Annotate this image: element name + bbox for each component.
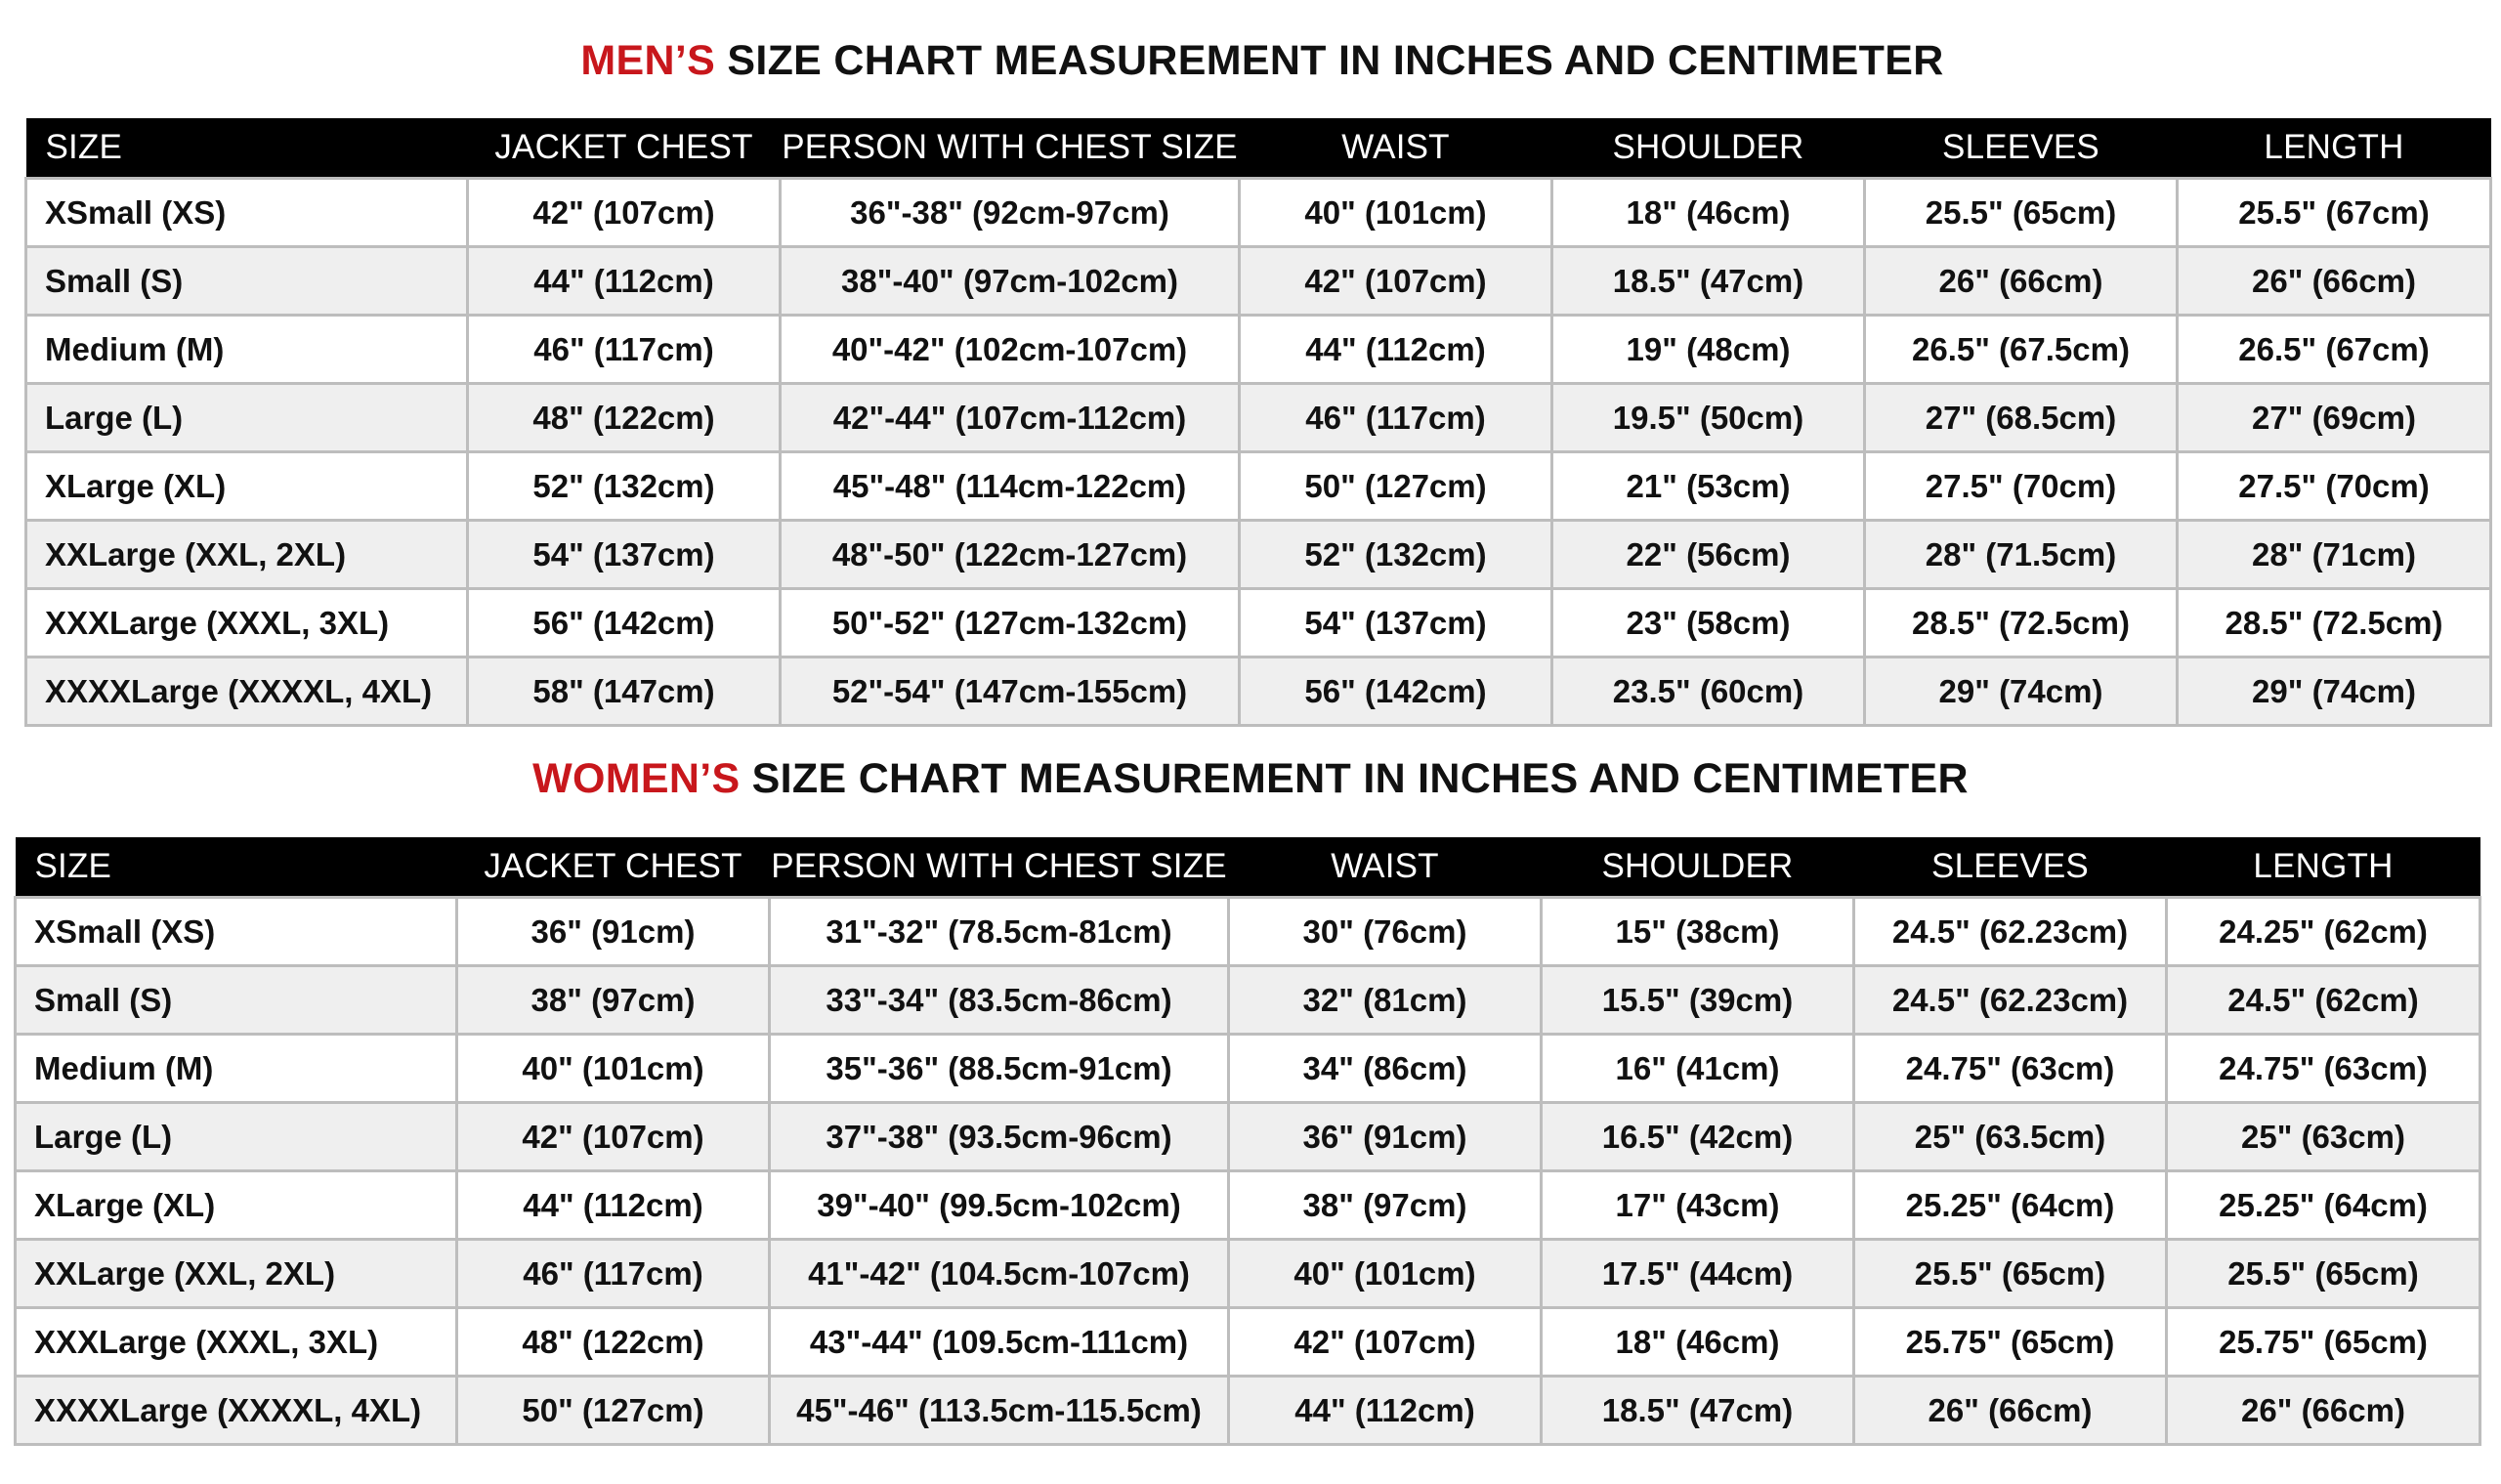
cell-jacket-chest: 44" (112cm) xyxy=(457,1171,770,1240)
cell-jacket-chest: 46" (117cm) xyxy=(457,1240,770,1308)
column-header-sleeves: SLEEVES xyxy=(1854,837,2167,898)
cell-length: 25.5" (67cm) xyxy=(2178,179,2491,247)
cell-sleeves: 25.75" (65cm) xyxy=(1854,1308,2167,1377)
cell-waist: 34" (86cm) xyxy=(1229,1035,1542,1103)
cell-length: 27.5" (70cm) xyxy=(2178,452,2491,521)
cell-shoulder: 22" (56cm) xyxy=(1552,521,1865,589)
cell-size: XXXLarge (XXXL, 3XL) xyxy=(26,589,468,657)
men-size-table xyxy=(24,118,2492,727)
cell-waist: 42" (107cm) xyxy=(1240,247,1552,316)
cell-sleeves: 25.5" (65cm) xyxy=(1854,1240,2167,1308)
cell-shoulder: 19" (48cm) xyxy=(1552,316,1865,384)
cell-person-chest-size: 40"-42" (102cm-107cm) xyxy=(781,316,1240,384)
cell-shoulder: 21" (53cm) xyxy=(1552,452,1865,521)
cell-person-chest-size: 31"-32" (78.5cm-81cm) xyxy=(770,898,1229,966)
women-title-accent: WOMEN’S xyxy=(532,755,741,802)
cell-person-chest-size: 35"-36" (88.5cm-91cm) xyxy=(770,1035,1229,1103)
cell-person-chest-size: 43"-44" (109.5cm-111cm) xyxy=(770,1308,1229,1377)
cell-sleeves: 25.25" (64cm) xyxy=(1854,1171,2167,1240)
table-row xyxy=(16,1240,2480,1308)
column-header-jacket-chest: JACKET CHEST xyxy=(468,118,781,179)
cell-person-chest-size: 41"-42" (104.5cm-107cm) xyxy=(770,1240,1229,1308)
table-row xyxy=(16,1308,2480,1377)
table-row xyxy=(26,452,2491,521)
women-size-chart-title xyxy=(0,755,2501,803)
cell-shoulder: 17.5" (44cm) xyxy=(1542,1240,1854,1308)
cell-person-chest-size: 50"-52" (127cm-132cm) xyxy=(781,589,1240,657)
cell-size: XLarge (XL) xyxy=(26,452,468,521)
cell-size: Large (L) xyxy=(16,1103,457,1171)
cell-shoulder: 15.5" (39cm) xyxy=(1542,966,1854,1035)
table-row xyxy=(26,521,2491,589)
cell-length: 29" (74cm) xyxy=(2178,657,2491,726)
cell-length: 25.25" (64cm) xyxy=(2167,1171,2480,1240)
cell-shoulder: 15" (38cm) xyxy=(1542,898,1854,966)
column-header-waist: WAIST xyxy=(1229,837,1542,898)
cell-waist: 32" (81cm) xyxy=(1229,966,1542,1035)
cell-size: XXXXLarge (XXXXL, 4XL) xyxy=(16,1377,457,1445)
cell-sleeves: 26.5" (67.5cm) xyxy=(1865,316,2178,384)
cell-length: 26.5" (67cm) xyxy=(2178,316,2491,384)
cell-waist: 46" (117cm) xyxy=(1240,384,1552,452)
cell-jacket-chest: 42" (107cm) xyxy=(457,1103,770,1171)
cell-sleeves: 26" (66cm) xyxy=(1854,1377,2167,1445)
cell-waist: 54" (137cm) xyxy=(1240,589,1552,657)
table-row xyxy=(16,1377,2480,1445)
cell-sleeves: 27.5" (70cm) xyxy=(1865,452,2178,521)
cell-length: 26" (66cm) xyxy=(2167,1377,2480,1445)
table-row xyxy=(26,657,2491,726)
cell-jacket-chest: 44" (112cm) xyxy=(468,247,781,316)
column-header-jacket-chest: JACKET CHEST xyxy=(457,837,770,898)
cell-person-chest-size: 52"-54" (147cm-155cm) xyxy=(781,657,1240,726)
cell-jacket-chest: 48" (122cm) xyxy=(457,1308,770,1377)
column-header-shoulder: SHOULDER xyxy=(1542,837,1854,898)
cell-jacket-chest: 52" (132cm) xyxy=(468,452,781,521)
table-row xyxy=(26,316,2491,384)
cell-shoulder: 18" (46cm) xyxy=(1552,179,1865,247)
cell-size: XSmall (XS) xyxy=(26,179,468,247)
men-title-accent: MEN’S xyxy=(580,37,716,84)
table-header-row xyxy=(16,837,2480,898)
men-size-chart-title xyxy=(12,37,2501,85)
cell-jacket-chest: 36" (91cm) xyxy=(457,898,770,966)
cell-waist: 56" (142cm) xyxy=(1240,657,1552,726)
cell-shoulder: 23" (58cm) xyxy=(1552,589,1865,657)
column-header-person-chest-size: PERSON WITH CHEST SIZE xyxy=(770,837,1229,898)
cell-shoulder: 18.5" (47cm) xyxy=(1542,1377,1854,1445)
cell-jacket-chest: 38" (97cm) xyxy=(457,966,770,1035)
cell-size: XLarge (XL) xyxy=(16,1171,457,1240)
cell-sleeves: 28" (71.5cm) xyxy=(1865,521,2178,589)
cell-jacket-chest: 42" (107cm) xyxy=(468,179,781,247)
cell-waist: 40" (101cm) xyxy=(1229,1240,1542,1308)
table-row xyxy=(16,1171,2480,1240)
cell-waist: 52" (132cm) xyxy=(1240,521,1552,589)
cell-size: Medium (M) xyxy=(26,316,468,384)
cell-person-chest-size: 38"-40" (97cm-102cm) xyxy=(781,247,1240,316)
cell-jacket-chest: 40" (101cm) xyxy=(457,1035,770,1103)
table-row xyxy=(16,1035,2480,1103)
cell-shoulder: 17" (43cm) xyxy=(1542,1171,1854,1240)
column-header-sleeves: SLEEVES xyxy=(1865,118,2178,179)
cell-person-chest-size: 45"-48" (114cm-122cm) xyxy=(781,452,1240,521)
cell-length: 24.5" (62cm) xyxy=(2167,966,2480,1035)
cell-length: 26" (66cm) xyxy=(2178,247,2491,316)
men-title-rest: SIZE CHART MEASUREMENT IN INCHES AND CENTIMETER xyxy=(715,37,1944,84)
cell-length: 28" (71cm) xyxy=(2178,521,2491,589)
cell-size: Small (S) xyxy=(16,966,457,1035)
cell-jacket-chest: 56" (142cm) xyxy=(468,589,781,657)
cell-waist: 36" (91cm) xyxy=(1229,1103,1542,1171)
cell-jacket-chest: 54" (137cm) xyxy=(468,521,781,589)
table-header-row xyxy=(26,118,2491,179)
cell-waist: 50" (127cm) xyxy=(1240,452,1552,521)
cell-sleeves: 25.5" (65cm) xyxy=(1865,179,2178,247)
cell-sleeves: 25" (63.5cm) xyxy=(1854,1103,2167,1171)
cell-waist: 38" (97cm) xyxy=(1229,1171,1542,1240)
cell-size: XXLarge (XXL, 2XL) xyxy=(26,521,468,589)
cell-length: 25.5" (65cm) xyxy=(2167,1240,2480,1308)
cell-jacket-chest: 46" (117cm) xyxy=(468,316,781,384)
table-row xyxy=(16,966,2480,1035)
women-title-rest: SIZE CHART MEASUREMENT IN INCHES AND CENTIMETER xyxy=(740,755,1969,802)
cell-size: Medium (M) xyxy=(16,1035,457,1103)
cell-waist: 44" (112cm) xyxy=(1229,1377,1542,1445)
cell-sleeves: 26" (66cm) xyxy=(1865,247,2178,316)
table-row xyxy=(16,1103,2480,1171)
cell-waist: 30" (76cm) xyxy=(1229,898,1542,966)
column-header-person-chest-size: PERSON WITH CHEST SIZE xyxy=(781,118,1240,179)
cell-sleeves: 29" (74cm) xyxy=(1865,657,2178,726)
cell-sleeves: 24.75" (63cm) xyxy=(1854,1035,2167,1103)
cell-waist: 44" (112cm) xyxy=(1240,316,1552,384)
table-row xyxy=(26,384,2491,452)
cell-shoulder: 23.5" (60cm) xyxy=(1552,657,1865,726)
cell-person-chest-size: 37"-38" (93.5cm-96cm) xyxy=(770,1103,1229,1171)
table-row xyxy=(26,247,2491,316)
cell-person-chest-size: 42"-44" (107cm-112cm) xyxy=(781,384,1240,452)
cell-length: 24.25" (62cm) xyxy=(2167,898,2480,966)
cell-jacket-chest: 50" (127cm) xyxy=(457,1377,770,1445)
cell-sleeves: 28.5" (72.5cm) xyxy=(1865,589,2178,657)
cell-person-chest-size: 33"-34" (83.5cm-86cm) xyxy=(770,966,1229,1035)
cell-sleeves: 27" (68.5cm) xyxy=(1865,384,2178,452)
cell-shoulder: 16.5" (42cm) xyxy=(1542,1103,1854,1171)
cell-size: XXLarge (XXL, 2XL) xyxy=(16,1240,457,1308)
cell-shoulder: 16" (41cm) xyxy=(1542,1035,1854,1103)
cell-length: 25.75" (65cm) xyxy=(2167,1308,2480,1377)
women-size-table xyxy=(14,837,2481,1446)
column-header-size: SIZE xyxy=(16,837,457,898)
cell-shoulder: 19.5" (50cm) xyxy=(1552,384,1865,452)
table-row xyxy=(16,898,2480,966)
cell-person-chest-size: 48"-50" (122cm-127cm) xyxy=(781,521,1240,589)
cell-size: Large (L) xyxy=(26,384,468,452)
cell-person-chest-size: 36"-38" (92cm-97cm) xyxy=(781,179,1240,247)
cell-size: Small (S) xyxy=(26,247,468,316)
cell-person-chest-size: 39"-40" (99.5cm-102cm) xyxy=(770,1171,1229,1240)
column-header-length: LENGTH xyxy=(2167,837,2480,898)
cell-person-chest-size: 45"-46" (113.5cm-115.5cm) xyxy=(770,1377,1229,1445)
cell-sleeves: 24.5" (62.23cm) xyxy=(1854,898,2167,966)
cell-length: 27" (69cm) xyxy=(2178,384,2491,452)
column-header-length: LENGTH xyxy=(2178,118,2491,179)
cell-length: 25" (63cm) xyxy=(2167,1103,2480,1171)
cell-jacket-chest: 58" (147cm) xyxy=(468,657,781,726)
cell-waist: 40" (101cm) xyxy=(1240,179,1552,247)
cell-waist: 42" (107cm) xyxy=(1229,1308,1542,1377)
table-row xyxy=(26,589,2491,657)
cell-shoulder: 18" (46cm) xyxy=(1542,1308,1854,1377)
column-header-waist: WAIST xyxy=(1240,118,1552,179)
cell-size: XXXLarge (XXXL, 3XL) xyxy=(16,1308,457,1377)
cell-jacket-chest: 48" (122cm) xyxy=(468,384,781,452)
cell-length: 28.5" (72.5cm) xyxy=(2178,589,2491,657)
cell-shoulder: 18.5" (47cm) xyxy=(1552,247,1865,316)
column-header-size: SIZE xyxy=(26,118,468,179)
cell-size: XSmall (XS) xyxy=(16,898,457,966)
column-header-shoulder: SHOULDER xyxy=(1552,118,1865,179)
table-row xyxy=(26,179,2491,247)
cell-size: XXXXLarge (XXXXL, 4XL) xyxy=(26,657,468,726)
cell-sleeves: 24.5" (62.23cm) xyxy=(1854,966,2167,1035)
cell-length: 24.75" (63cm) xyxy=(2167,1035,2480,1103)
